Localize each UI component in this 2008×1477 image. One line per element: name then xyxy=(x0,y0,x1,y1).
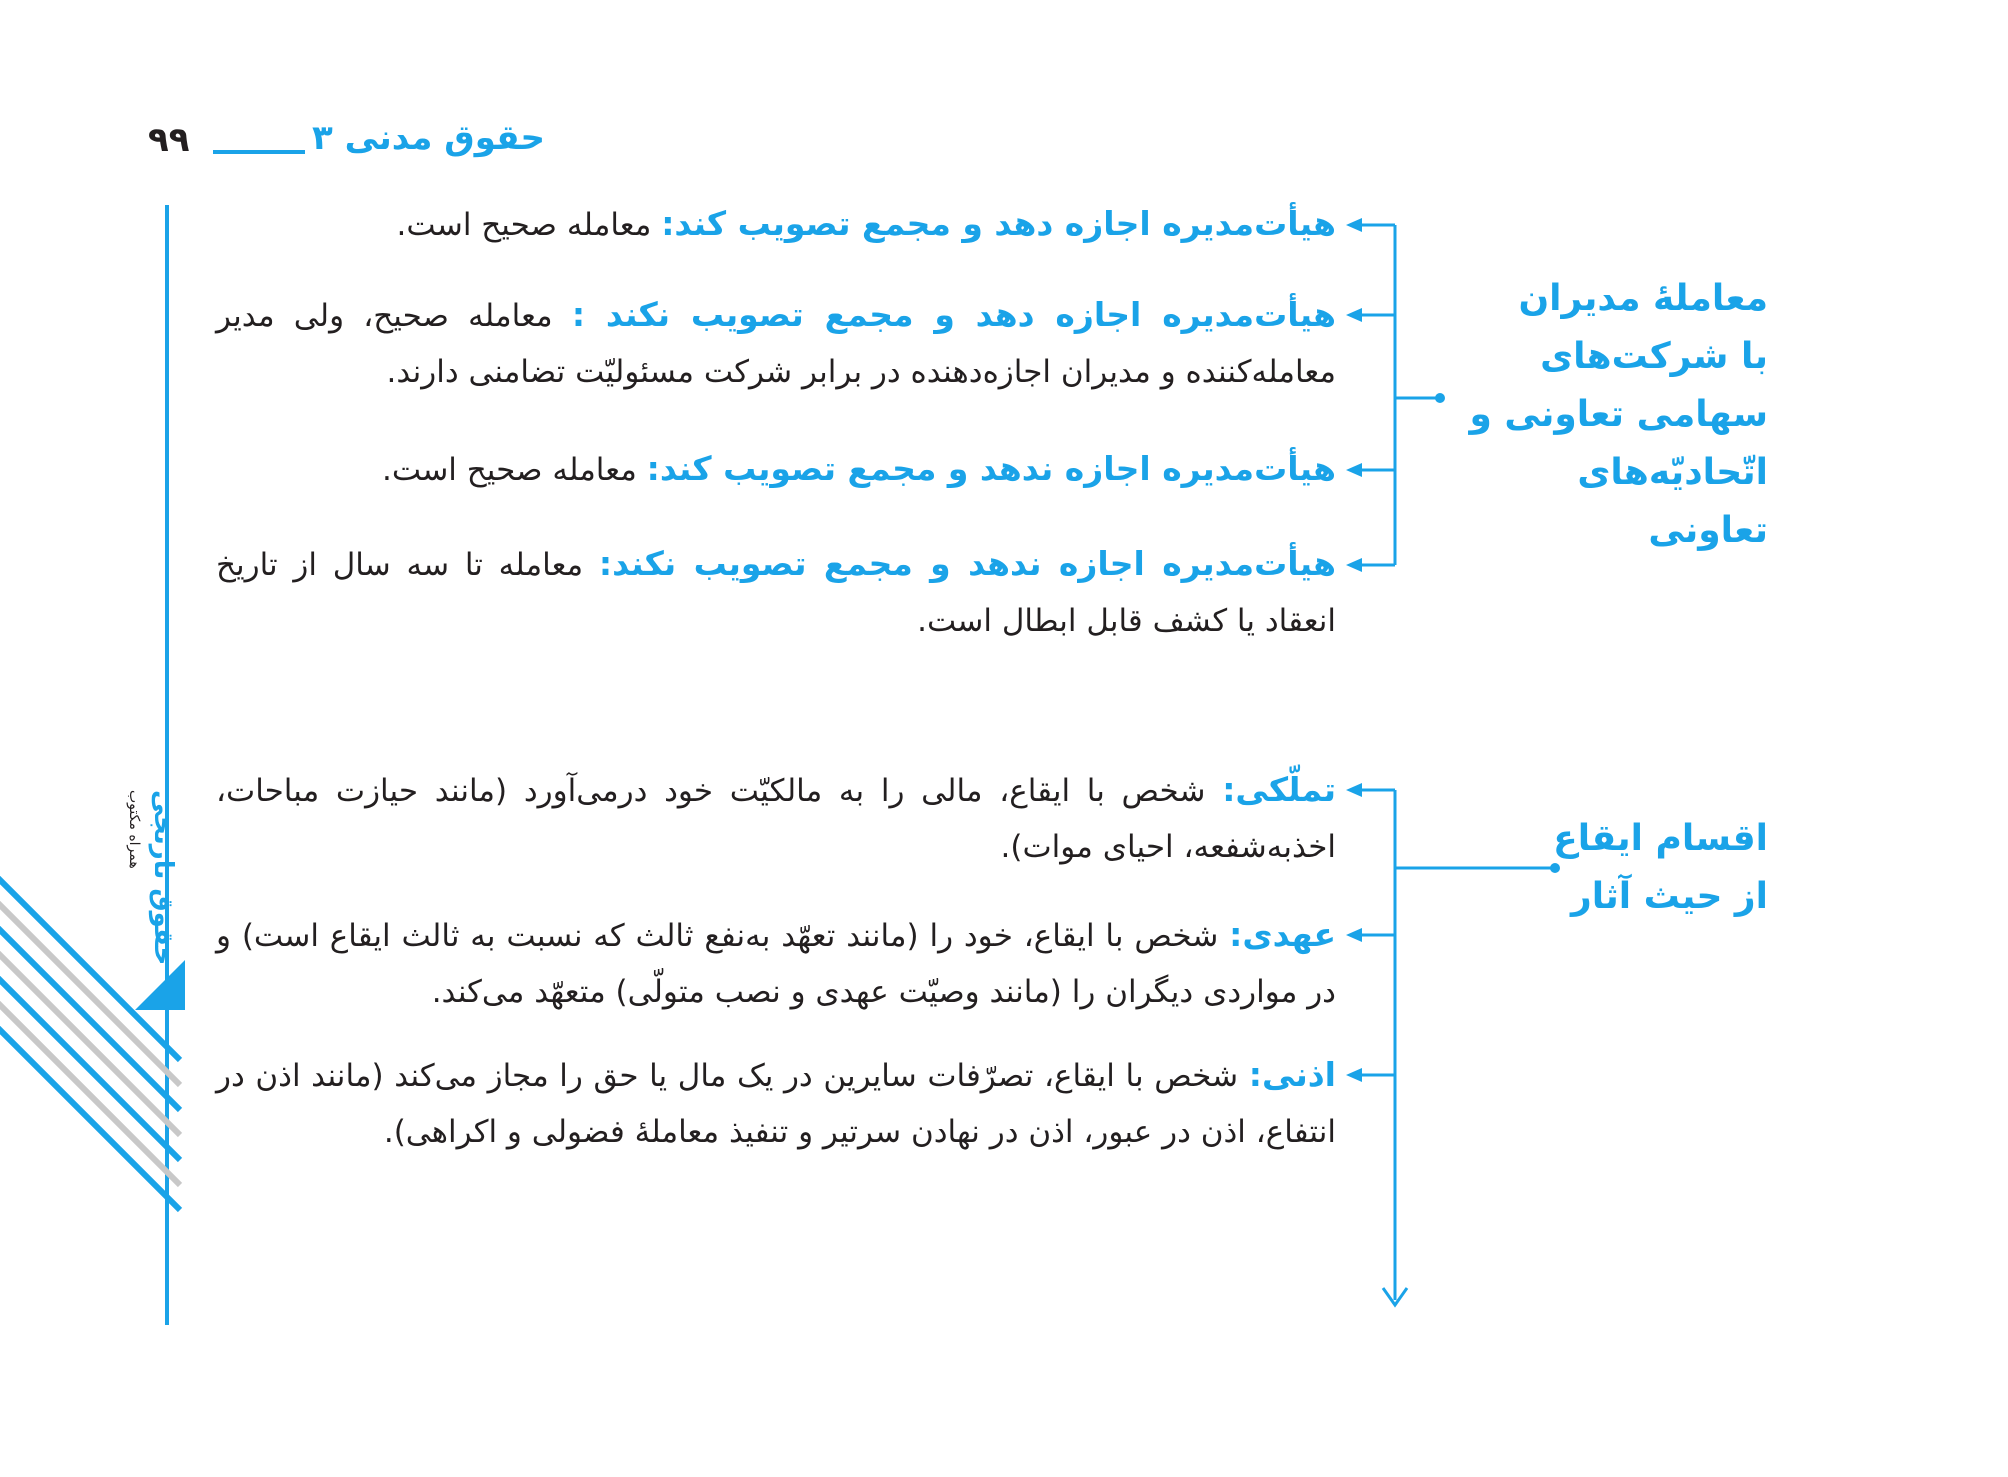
entry-text: معامله صحیح است. xyxy=(396,207,662,243)
category-label-managers-transactions xyxy=(1468,270,1768,560)
category-line: اقسام ایقاع xyxy=(1553,818,1768,859)
entry-obligatory xyxy=(216,907,1336,1020)
entry-permissive xyxy=(216,1047,1336,1160)
entry-term: عهدی: xyxy=(1229,915,1336,954)
arrow-2 xyxy=(1346,308,1362,322)
arrow-3 xyxy=(1346,463,1362,477)
category-line: با شرکت‌های xyxy=(1540,336,1768,377)
arrow-5 xyxy=(1346,783,1362,797)
book-title: حقوق مدنی ۳ xyxy=(312,118,545,158)
entry-text: شخص با ایقاع، تصرّفات سایرین در یک مال یا حق را مجاز می‌کند (مانند اذن در انتفاع، اذن در عبور، اذن در نهادن سرتیر و تنفیذ معاملهٔ فضولی و اکراهی). xyxy=(216,1058,1336,1150)
arrow-1 xyxy=(1346,218,1362,232)
arrow-7 xyxy=(1346,1068,1362,1082)
category-line: از حیث آثار xyxy=(1571,876,1768,917)
entry-term: هیأت‌مدیره اجازه ندهد و مجمع تصویب نکند: xyxy=(598,544,1336,583)
category-label-unilateral-act-types xyxy=(1548,810,1768,926)
entry-text: معامله تا سه سال از تاریخ انعقاد یا کشف قابل ابطال است. xyxy=(216,547,1336,639)
entry-term: تملّکی: xyxy=(1222,770,1336,809)
entry-board-refuses-assembly-rejects xyxy=(216,536,1336,649)
header-rule xyxy=(213,150,305,154)
entry-text: شخص با ایقاع، خود را (مانند تعهّد به‌نفع ثالث که نسبت به ثالث ایقاع است) و در مواردی دیگران را (مانند وصیّت عهدی و نصب متولّی) متعهّد می‌کند. xyxy=(216,918,1336,1010)
entry-possessory xyxy=(216,762,1336,875)
category-line: اتّحادیّه‌های تعاونی xyxy=(1577,452,1768,551)
brand-small-label: همراه مکتوب xyxy=(126,790,142,869)
arrow-4 xyxy=(1346,558,1362,572)
entry-text: معامله صحیح، ولی مدیر معامله‌کننده و مدیران اجازه‌دهنده در برابر شرکت مسئولیّت تضامنی دارند. xyxy=(216,298,1336,390)
brand-logo xyxy=(110,780,190,970)
entry-text: معامله صحیح است. xyxy=(382,452,647,488)
arrow-6 xyxy=(1346,928,1362,942)
entry-term: هیأت‌مدیره اجازه دهد و مجمع تصویب کند: xyxy=(661,204,1336,243)
entry-board-refuses-assembly-approves xyxy=(216,441,1336,498)
category-line: سهامی تعاونی و xyxy=(1469,394,1768,435)
brand-triangle xyxy=(135,960,185,1010)
entry-term: هیأت‌مدیره اجازه دهد و مجمع تصویب نکند : xyxy=(571,295,1336,334)
entry-term: هیأت‌مدیره اجازه ندهد و مجمع تصویب کند: xyxy=(646,449,1336,488)
brand-main-label: حقوق نارنجی xyxy=(148,790,178,966)
category-line: معاملهٔ مدیران xyxy=(1518,278,1768,319)
entry-text: شخص با ایقاع، مالی را به مالکیّت خود درمی‌آورد (مانند حیازت مباحات، اخذبه‌شفعه، احیای موات). xyxy=(216,773,1336,865)
entry-term: اذنی: xyxy=(1248,1055,1336,1094)
entry-board-permits-assembly-approves xyxy=(216,196,1336,253)
entry-board-permits-assembly-rejects xyxy=(216,287,1336,400)
page-number: ۹۹ xyxy=(148,120,190,160)
